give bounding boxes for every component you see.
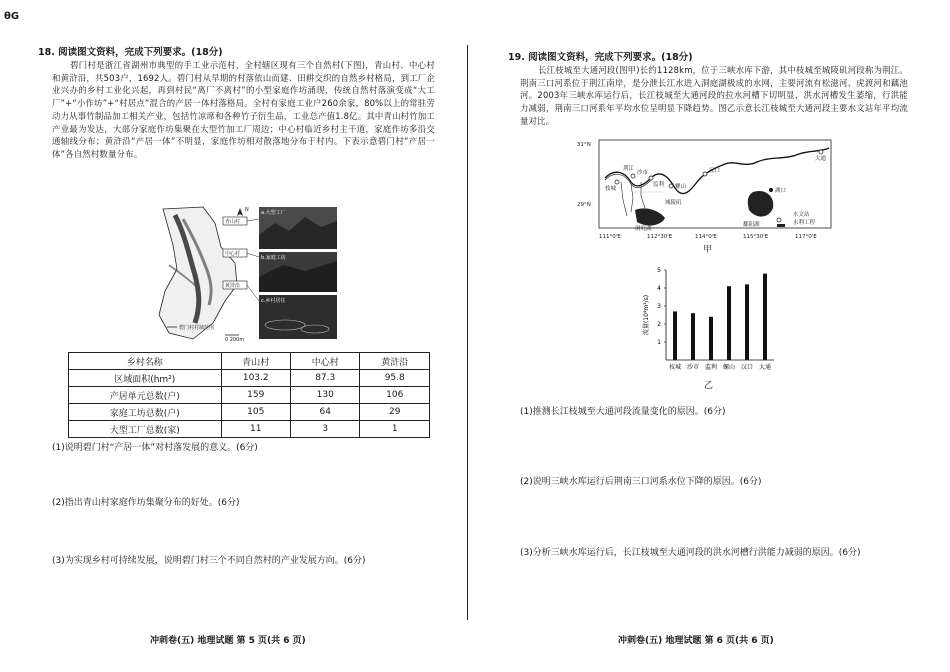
bar-大通: [763, 274, 767, 360]
label-luoshan: 螺山: [675, 184, 687, 190]
lat-29: 29°N: [577, 202, 591, 208]
bar-螺山: [727, 286, 731, 360]
north-arrow: N: [245, 207, 249, 213]
x-tick-label: 螺山: [722, 364, 736, 371]
q19-sub1: (1)推测长江枝城至大通河段流量变化的原因。(6分): [520, 407, 726, 417]
table-cell: 103.2: [221, 370, 290, 387]
corner-mark: θG: [4, 11, 20, 22]
table-header: 乡村名称: [69, 353, 222, 370]
label-poyang: 鄱阳湖: [743, 222, 760, 228]
table-cell: 29: [360, 404, 430, 421]
label-qingshan: 青山村: [225, 219, 241, 225]
label-dongting: 洞庭湖: [635, 226, 652, 232]
table-header: 中心村: [290, 353, 359, 370]
table-cell: 大型工厂总数(家): [69, 421, 222, 438]
label-zhicheng: 枝城: [605, 186, 617, 192]
y-tick-label: 3: [657, 303, 661, 310]
village-table: [68, 352, 430, 438]
y-axis-label: 流量(10⁴m³/s): [643, 294, 650, 336]
q18-sub3: (3)为实现乡村可持续发展，说明碧门村三个不同自然村的产业发展方向。(6分): [52, 556, 366, 566]
x-tick-label: 汉口: [740, 364, 754, 371]
lon-111: 111°0'E: [599, 234, 621, 240]
table-cell: 产居单元总数(户): [69, 387, 222, 404]
fig-yi: 乙: [704, 381, 714, 391]
table-cell: 130: [290, 387, 359, 404]
lon-112: 112°30'E: [647, 234, 673, 240]
village-map-figure: [155, 205, 340, 345]
label-shashi: 沙市: [637, 170, 649, 176]
fig-jia: 甲: [703, 245, 713, 255]
y-tick-label: 2: [657, 321, 661, 328]
label-huanghuyan: 黄浒沿: [225, 283, 241, 289]
lon-117: 117°0'E: [795, 234, 817, 240]
x-tick-label: 枝城: [668, 364, 682, 371]
table-cell: 1: [360, 421, 430, 438]
river-map: [575, 138, 835, 246]
bar-监利: [709, 317, 713, 360]
q19-sub3: (3)分析三峡水库运行后，长江枝城至大通河段的洪水河槽行洪能力减弱的原因。(6分): [520, 548, 861, 558]
lon-114: 114°0'E: [695, 234, 717, 240]
left-footer: 冲刺卷(五) 地理试题 第 5 页(共 6 页): [150, 636, 306, 646]
legend-water-project: 水利工程: [793, 220, 816, 226]
q18-sub1: (1)说明碧门村“产居一体”对村落发展的意义。(6分): [52, 443, 258, 453]
q19-sub2: (2)说明三峡水库运行后荆南三口河系水位下降的原因。(6分): [520, 477, 762, 487]
x-tick-label: 大通: [758, 364, 772, 371]
y-tick-label: 5: [657, 267, 661, 274]
table-header: 青山村: [221, 353, 290, 370]
label-hukou: 湖口: [775, 188, 787, 194]
table-header: 黄浒沿: [360, 353, 430, 370]
table-cell: 87.3: [290, 370, 359, 387]
table-cell: 64: [290, 404, 359, 421]
q18-sub2: (2)指出青山村家庭作坊集聚分布的好处。(6分): [52, 498, 240, 508]
table-cell: 95.8: [360, 370, 430, 387]
label-hankou: 汉口: [709, 168, 721, 174]
table-cell: 159: [221, 387, 290, 404]
right-footer: 冲刺卷(五) 地理试题 第 6 页(共 6 页): [618, 636, 774, 646]
q18-text: 碧门村是浙江省湖州市典型的手工业示范村，全村辖区现有三个自然村(下图)，青山村、中心村和黄浒沿，共503户，1692人。碧门村从早期的村落依山而建、田耕交织的自然乡村格局，到工厂企业兴办的乡村工业化兴起，再到村民“离厂不离村”的小型家庭作坊涌现，传统自然村落演变成“大工厂”+“小作坊”+“村居点”混合的产居一体村落格局。全村有家庭工业户260余家，80%以上的常驻劳动力从事竹制品加工相关产业，包括竹凉席和各种竹子衍生品，工业总产值1.8亿。其中青山村竹加工产业最为发达，大部分家庭作坊集聚在大型竹加工厂周边；中心村临近乡村主干道，家庭作坊多沿交通轴线分布；黄浒沿“产居一体”不明显，家庭作坊相对散落地分布于村内。下表示意碧门村“产居一体”各自然村数量分布。: [52, 60, 435, 159]
table-cell: 106: [360, 387, 430, 404]
q19-text: 长江枝城至大通河段(图甲)长约1128km，位于三峡水库下游，其中枝城至城陵矶河段称为荆江。荆南三口河系位于荆江南岸，是分泄长江水进入洞庭湖极成的水网，主要河流有松滋河、虎渡河和藕池河。2003年三峡水库运行后，长江枝城至大通河段的拉水河槽下切明显，洪水河槽发生萎缩，行洪能力减弱，荆南三口河系年平均水位呈明显下降趋势。图乙示意长江枝城至大通河段主要水文站年平均流量对比。: [520, 65, 908, 126]
table-cell: 11: [221, 421, 290, 438]
table-row: [69, 387, 430, 404]
river-map-figure: [575, 138, 835, 255]
label-jianli: 监利: [653, 182, 665, 188]
x-tick-label: 沙市: [686, 364, 700, 371]
lon-115: 115°30'E: [743, 234, 769, 240]
photo-b-label: b.家庭工坊: [261, 255, 286, 261]
q18-title: 18. 阅读图文资料，完成下列要求。(18分): [38, 47, 223, 58]
legend-village-boundary: 碧门村村域范围: [179, 325, 215, 331]
table-cell: 家庭工坊总数(户): [69, 404, 222, 421]
table-row: [69, 404, 430, 421]
left-page: [0, 0, 470, 672]
table-row: [69, 421, 430, 438]
table-cell: 105: [221, 404, 290, 421]
bar-沙市: [691, 313, 695, 360]
label-jingjiang: 荆江: [623, 166, 635, 172]
bar-汉口: [745, 284, 749, 360]
table-cell: 3: [290, 421, 359, 438]
bar-枝城: [673, 311, 677, 360]
y-tick-label: 4: [657, 285, 661, 292]
table-cell: 区域面积(hm²): [69, 370, 222, 387]
photo-a-label: a.大型工厂: [261, 210, 286, 216]
flow-chart-svg: [640, 262, 780, 392]
q19-title: 19. 阅读图文资料，完成下列要求。(18分): [508, 52, 693, 63]
photo-c-label: c.乡村居住: [261, 298, 286, 304]
label-datong: 大通: [815, 156, 827, 162]
table-header-row: [69, 353, 430, 370]
label-chenglingji: 城陵矶: [665, 200, 682, 206]
x-tick-label: 监利: [704, 364, 718, 371]
y-tick-label: 1: [657, 339, 661, 346]
label-zhongxin: 中心村: [225, 251, 241, 257]
flow-chart: [640, 262, 780, 392]
lat-31: 31°N: [577, 142, 591, 148]
map-scale: 0 200m: [225, 337, 245, 343]
legend-hydro-station: 水文站: [793, 212, 810, 218]
table-row: [69, 370, 430, 387]
